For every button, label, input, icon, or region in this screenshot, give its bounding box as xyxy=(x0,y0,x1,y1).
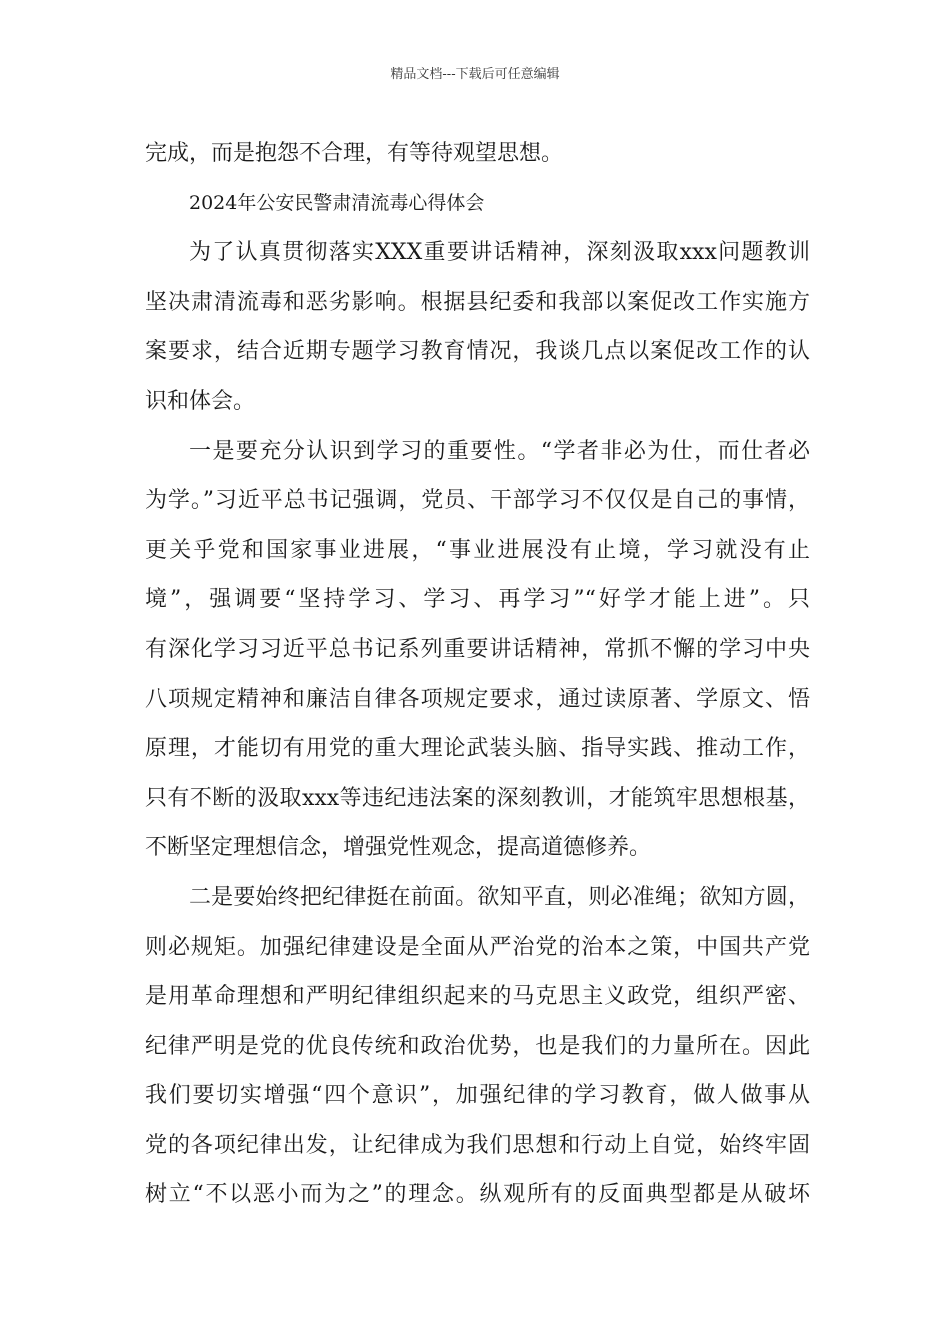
paragraph-2 xyxy=(145,427,810,873)
paragraph-line: 树立“不以恶小而为之”的理念。纵观所有的反面典型都是从破坏 xyxy=(145,1182,810,1208)
paragraph-1 xyxy=(145,228,810,426)
paragraph-line: 原理，才能切有用党的重大理论武装头脑、指导实践、推动工作， xyxy=(145,736,810,762)
paragraph-line: 更关乎党和国家事业进展，“事业进展没有止境，学习就没有止 xyxy=(145,537,810,563)
paragraph-line: 坚决肃清流毒和恶劣影响。根据县纪委和我部以案促改工作实施方 xyxy=(145,289,810,315)
paragraph-line: 有深化学习习近平总书记系列重要讲话精神，常抓不懈的学习中央 xyxy=(145,636,810,662)
paragraph-line: 只有不断的汲取xxx等违纪违法案的深刻教训，才能筑牢思想根基， xyxy=(145,785,810,811)
paragraph-line: 一是要充分认识到学习的重要性。“学者非必为仕，而仕者必 xyxy=(189,438,810,464)
document-body xyxy=(145,129,810,1220)
paragraph-line: 我们要切实增强“四个意识”，加强纪律的学习教育，做人做事从 xyxy=(145,1083,810,1109)
paragraph-line: 党的各项纪律出发，让纪律成为我们思想和行动上自觉，始终牢固 xyxy=(145,1132,810,1158)
paragraph-line: 二是要始终把纪律挺在前面。欲知平直，则必准绳；欲知方圆， xyxy=(189,884,810,910)
paragraph-line: 则必规矩。加强纪律建设是全面从严治党的治本之策，中国共产党 xyxy=(145,934,810,960)
paragraph-line: 是用革命理想和严明纪律组织起来的马克思主义政党，组织严密、 xyxy=(145,984,810,1010)
paragraph-line: 为了认真贯彻落实XXX重要讲话精神，深刻汲取xxx问题教训 xyxy=(189,240,810,266)
page-header: 精品文档---下载后可任意编辑 xyxy=(390,67,560,82)
paragraph-line: 八项规定精神和廉洁自律各项规定要求，通过读原著、学原文、悟 xyxy=(145,686,810,712)
paragraph-3 xyxy=(145,873,810,1220)
intro-tail-line: 完成，而是抱怨不合理，有等待观望思想。 xyxy=(145,141,564,166)
paragraph-line: 识和体会。 xyxy=(145,388,256,414)
paragraph-line: 为学。”习近平总书记强调，党员、干部学习不仅仅是自己的事情， xyxy=(145,488,810,514)
document-title: 2024年公安民警肃清流毒心得体会 xyxy=(189,191,485,214)
paragraph-line: 纪律严明是党的优良传统和政治优势，也是我们的力量所在。因此 xyxy=(145,1033,810,1059)
paragraph-line: 案要求，结合近期专题学习教育情况，我谈几点以案促改工作的认 xyxy=(145,339,810,365)
paragraph-line: 不断坚定理想信念，增强党性观念，提高道德修养。 xyxy=(145,835,652,861)
paragraph-line: 境”，强调要“坚持学习、学习、再学习”“好学才能上进”。只 xyxy=(145,587,810,613)
